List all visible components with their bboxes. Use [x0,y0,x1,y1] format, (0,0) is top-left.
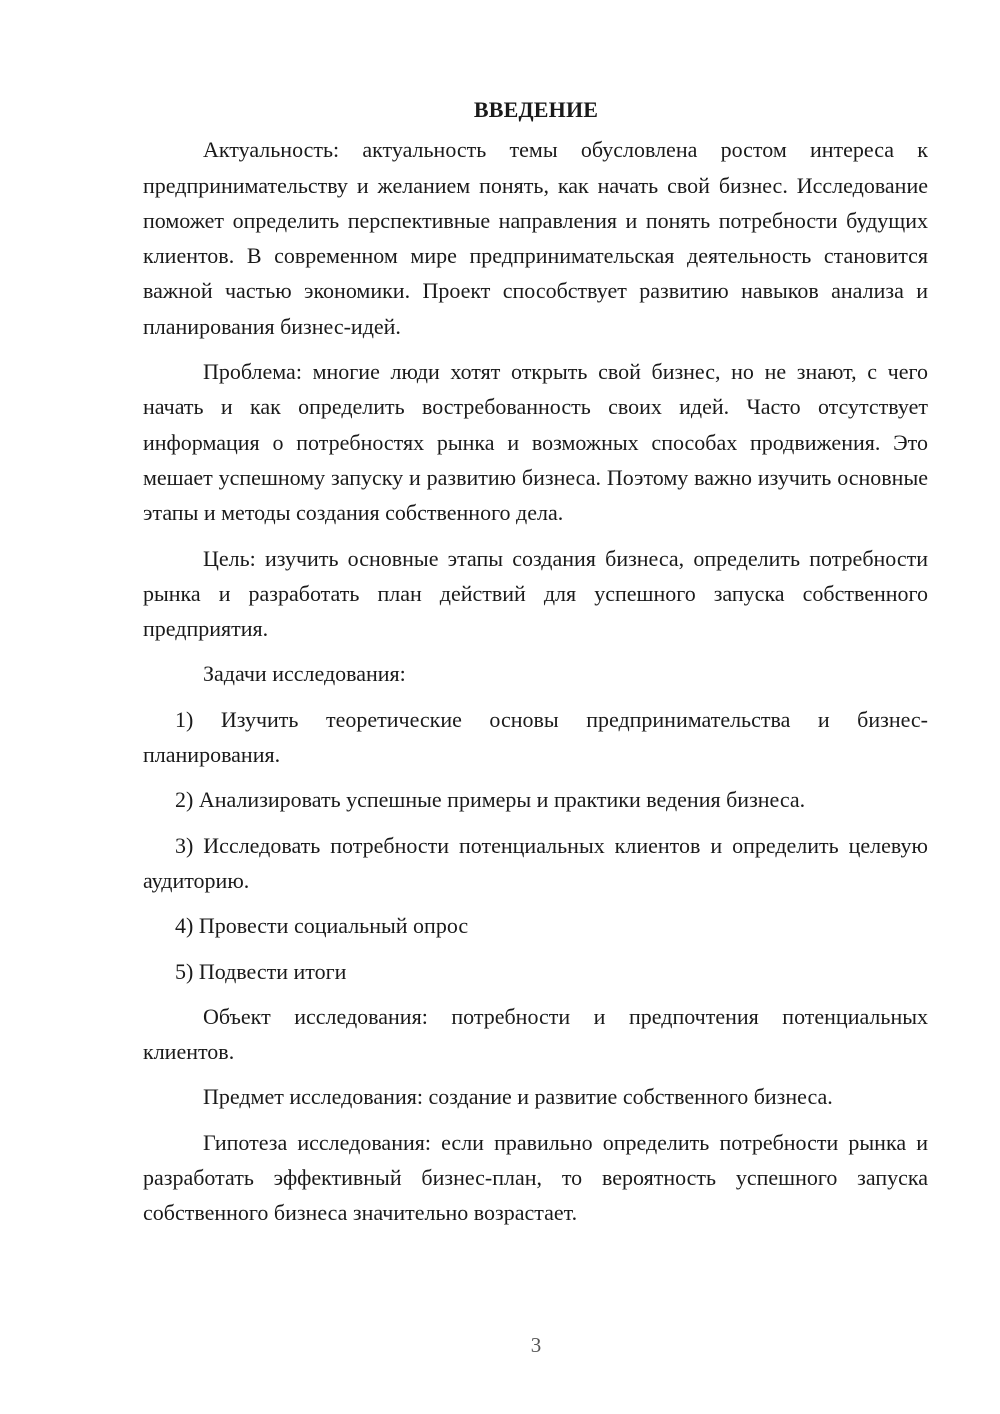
page-content [143,92,928,1241]
page-number: 3 [530,1333,542,1357]
page-heading: ВВЕДЕНИЕ [473,97,599,122]
task-item: 2) Анализировать успешные примеры и практики ведения бизнеса. [175,787,806,813]
paragraph-goal: Цель: изучить основные этапы создания бизнеса, определить потребности рынка и разработать план действий для успешного запуска собственного предприятия. [143,545,928,642]
task-item: 5) Подвести итоги [175,958,347,984]
paragraph-tasks-heading: Задачи исследования: [203,661,406,687]
paragraph-hypothesis: Гипотеза исследования: если правильно определить потребности рынка и разработать эффективный бизнес-план, то вероятность успешного запуска собственного бизнеса значительно возрастает. [143,1129,928,1226]
paragraph-relevance: Актуальность: актуальность темы обусловлена ростом интереса к предпринимательству и желанием понять, как начать свой бизнес. Исследование поможет определить перспективные направления и понять потребности будущих клиентов. В современном мире предпринимательская деятельность становится важной частью экономики. Проект способствует развитию навыков анализа и планирования бизнес-идей. [143,137,928,339]
paragraph-object: Объект исследования: потребности и предпочтения потенциальных клиентов. [143,1003,928,1065]
task-item: 4) Провести социальный опрос [175,913,469,939]
task-item: 3) Исследовать потребности потенциальных клиентов и определить целевую аудиторию. [143,832,928,893]
paragraph-subject: Предмет исследования: создание и развитие собственного бизнеса. [203,1084,833,1110]
paragraph-problem: Проблема: многие люди хотят открыть свой бизнес, но не знают, с чего начать и как определить востребованность своих идей. Часто отсутствует информация о потребностях рынка и возможных способах продвижения. Это мешает успешному запуску и развитию бизнеса. Поэтому важно изучить основные этапы и методы создания собственного дела. [143,359,928,526]
task-item: 1) Изучить теоретические основы предпринимательства и бизнес-планирования. [143,706,928,768]
